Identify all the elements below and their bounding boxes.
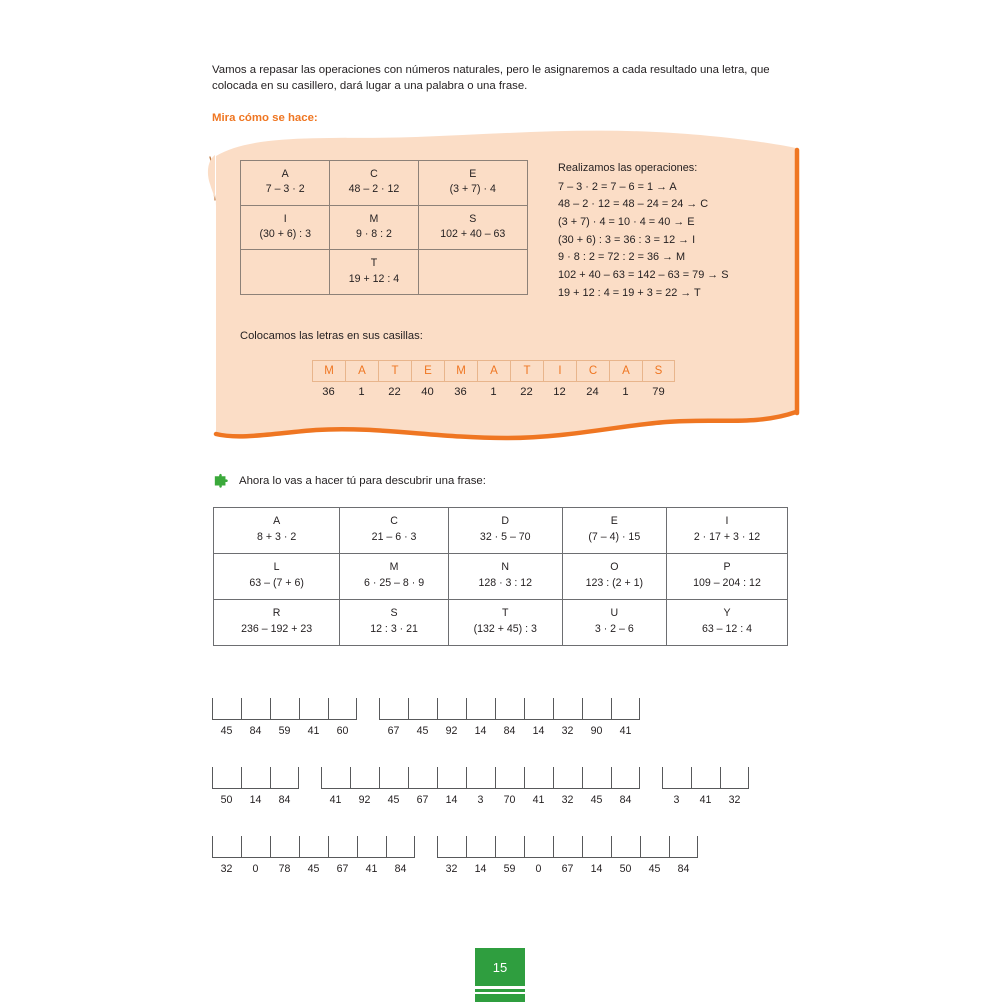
- answer-cell[interactable]: [611, 836, 640, 857]
- answer-number: 45: [307, 863, 320, 875]
- solved-number: 24: [586, 386, 599, 398]
- answer-number: 45: [416, 725, 429, 737]
- answer-number: 84: [249, 725, 262, 737]
- answer-number: 67: [387, 725, 400, 737]
- operation-line: 48 – 2 · 12 = 48 – 24 = 24 → C: [558, 198, 709, 211]
- answer-number: 41: [619, 725, 632, 737]
- answer-cell[interactable]: [437, 698, 466, 719]
- answer-number: 32: [561, 725, 574, 737]
- answer-word-group: [379, 698, 640, 737]
- answer-number: 3: [673, 794, 680, 806]
- answer-cell[interactable]: [640, 836, 669, 857]
- answer-grid[interactable]: [212, 698, 812, 905]
- table-cell: [448, 508, 562, 554]
- answer-cell[interactable]: [299, 836, 328, 857]
- answer-cell[interactable]: [357, 836, 386, 857]
- answer-cell[interactable]: [437, 767, 466, 788]
- table-cell: [214, 600, 340, 646]
- answer-number: 32: [561, 794, 574, 806]
- solved-numbers-row: [312, 386, 675, 398]
- panel-content: [196, 126, 810, 452]
- answer-number: 60: [336, 725, 349, 737]
- answer-numbers: [212, 794, 299, 806]
- table-row: [241, 205, 528, 250]
- exercise-prompt-row: [212, 472, 486, 489]
- cell-letter: O: [610, 561, 619, 574]
- answer-cell[interactable]: [553, 836, 582, 857]
- cell-expression: 236 – 192 + 23: [241, 623, 313, 635]
- table-row: [214, 600, 788, 646]
- solved-letter: E: [411, 361, 444, 381]
- answer-cell[interactable]: [270, 698, 299, 719]
- operation-line: (3 + 7) · 4 = 10 · 4 = 40 → E: [558, 215, 695, 228]
- solved-number: 22: [520, 386, 533, 398]
- table-cell: [330, 250, 418, 295]
- solved-number: 79: [652, 386, 665, 398]
- answer-number: 14: [249, 794, 262, 806]
- answer-word-group: [212, 698, 357, 737]
- cell-expression: 8 + 3 · 2: [257, 531, 297, 543]
- answer-cells: [212, 836, 415, 858]
- cell-letter: T: [502, 607, 509, 620]
- badge-stripe: [475, 989, 525, 992]
- answer-cell[interactable]: [720, 767, 749, 788]
- answer-cell[interactable]: [437, 836, 466, 857]
- table-cell: [666, 554, 787, 600]
- table-cell: [241, 161, 330, 206]
- answer-number: 41: [329, 794, 342, 806]
- answer-cell[interactable]: [350, 767, 379, 788]
- answer-word-group: [212, 767, 299, 806]
- cell-letter: I: [725, 515, 729, 528]
- answer-number: 14: [532, 725, 545, 737]
- table-cell: [562, 600, 666, 646]
- answer-numbers: [321, 794, 640, 806]
- solved-number: 22: [388, 386, 401, 398]
- answer-number: 45: [648, 863, 661, 875]
- operation-line: 7 – 3 · 2 = 7 – 6 = 1 → A: [558, 180, 677, 193]
- answer-cell[interactable]: [212, 767, 241, 788]
- table-cell: [418, 205, 527, 250]
- cell-letter: M: [389, 561, 399, 574]
- solved-number: 40: [421, 386, 434, 398]
- answer-number: 14: [445, 794, 458, 806]
- table-cell: [214, 554, 340, 600]
- answer-cell[interactable]: [582, 698, 611, 719]
- cell-letter: D: [501, 515, 510, 528]
- operation-line: 19 + 12 : 4 = 19 + 3 = 22 → T: [558, 286, 701, 299]
- answer-cell[interactable]: [553, 767, 582, 788]
- cell-expression: 2 · 17 + 3 · 12: [693, 531, 761, 543]
- answer-number: 3: [477, 794, 484, 806]
- cell-letter: R: [272, 607, 281, 620]
- answer-cell[interactable]: [270, 767, 299, 788]
- table-cell-empty: [241, 250, 330, 295]
- answer-cell[interactable]: [241, 767, 270, 788]
- cell-expression: 21 – 6 · 3: [371, 531, 417, 543]
- answer-cell[interactable]: [408, 767, 437, 788]
- answer-cell[interactable]: [241, 698, 270, 719]
- solved-letter: T: [510, 361, 543, 381]
- answer-cell[interactable]: [669, 836, 698, 857]
- cell-letter: A: [281, 168, 289, 180]
- answer-number: 70: [503, 794, 516, 806]
- operation-line: (30 + 6) : 3 = 36 : 3 = 12 → I: [558, 233, 696, 246]
- answer-number: 50: [220, 794, 233, 806]
- table-cell: [330, 205, 418, 250]
- answer-cell[interactable]: [241, 836, 270, 857]
- answer-cell[interactable]: [611, 767, 640, 788]
- example-panel: [196, 126, 810, 452]
- cell-letter: M: [369, 212, 379, 225]
- answer-word-group: [212, 836, 415, 875]
- example-reference-table: [240, 160, 528, 295]
- badge-tail: [475, 994, 525, 1002]
- cell-expression: (30 + 6) : 3: [259, 228, 311, 241]
- answer-number: 14: [474, 863, 487, 875]
- solved-letter: A: [609, 361, 642, 381]
- answer-cell[interactable]: [212, 836, 241, 857]
- answer-word-group: [662, 767, 749, 806]
- answer-number: 45: [220, 725, 233, 737]
- mira-como-se-hace-heading: Mira cómo se hace:: [212, 112, 318, 124]
- cell-letter: I: [283, 212, 287, 225]
- cell-expression: 123 : (2 + 1): [585, 577, 644, 589]
- operation-line: 102 + 40 – 63 = 142 – 63 = 79 → S: [558, 268, 729, 281]
- answer-row: [212, 767, 812, 806]
- answer-cell[interactable]: [553, 698, 582, 719]
- answer-number: 84: [278, 794, 291, 806]
- cell-letter: P: [723, 561, 731, 574]
- answer-cell[interactable]: [379, 767, 408, 788]
- answer-number: 67: [336, 863, 349, 875]
- table-cell: [330, 161, 418, 206]
- solved-letter: M: [312, 361, 345, 381]
- answer-numbers: [212, 725, 357, 737]
- cell-letter: E: [469, 168, 477, 180]
- solved-number: 36: [454, 386, 467, 398]
- answer-word-group: [321, 767, 640, 806]
- answer-cell[interactable]: [524, 698, 553, 719]
- answer-cell[interactable]: [386, 836, 415, 857]
- answer-number: 59: [503, 863, 516, 875]
- answer-number: 32: [445, 863, 458, 875]
- answer-cell[interactable]: [466, 767, 495, 788]
- cell-expression: 19 + 12 : 4: [348, 272, 400, 285]
- solved-number: 1: [358, 386, 365, 398]
- cell-expression: 102 + 40 – 63: [440, 228, 506, 241]
- answer-numbers: [662, 794, 749, 806]
- table-cell: [448, 600, 562, 646]
- page-number-badge: [475, 948, 525, 1000]
- cell-letter: E: [610, 515, 618, 528]
- table-row: [214, 554, 788, 600]
- answer-cell[interactable]: [328, 698, 357, 719]
- answer-number: 0: [252, 863, 259, 875]
- table-cell: [562, 554, 666, 600]
- answer-row: [212, 836, 812, 875]
- cell-expression: 109 – 204 : 12: [693, 577, 761, 589]
- puzzle-piece-icon: [212, 472, 229, 489]
- answer-cell[interactable]: [379, 698, 408, 719]
- answer-cell[interactable]: [212, 698, 241, 719]
- answer-number: 59: [278, 725, 291, 737]
- answer-cell[interactable]: [524, 836, 553, 857]
- intro-paragraph: Vamos a repasar las operaciones con números naturales, pero le asignaremos a cada resultado una letra, que colocada en su casillero, dará lugar a una palabra o una frase.: [212, 64, 770, 93]
- cell-expression: 32 · 5 – 70: [479, 531, 531, 543]
- table-cell: [340, 508, 449, 554]
- table-cell: [418, 161, 527, 206]
- answer-number: 14: [590, 863, 603, 875]
- answer-cell[interactable]: [582, 836, 611, 857]
- answer-number: 92: [358, 794, 371, 806]
- solved-number: 1: [490, 386, 497, 398]
- solved-letter: C: [576, 361, 609, 381]
- cell-letter: A: [273, 515, 281, 528]
- cell-letter: Y: [723, 607, 731, 620]
- solved-number: 12: [553, 386, 566, 398]
- answer-cell[interactable]: [328, 836, 357, 857]
- answer-cell[interactable]: [662, 767, 691, 788]
- cell-expression: 63 – 12 : 4: [701, 623, 753, 635]
- answer-number: 67: [416, 794, 429, 806]
- cell-letter: T: [370, 257, 378, 270]
- solved-number: 1: [622, 386, 629, 398]
- cell-expression: 12 : 3 · 21: [370, 623, 418, 635]
- answer-cell[interactable]: [582, 767, 611, 788]
- answer-number: 41: [365, 863, 378, 875]
- answer-cells: [212, 698, 357, 720]
- cell-letter: S: [469, 212, 477, 225]
- cell-expression: 48 – 2 · 12: [348, 183, 400, 196]
- answer-cell[interactable]: [611, 698, 640, 719]
- answer-cell[interactable]: [495, 836, 524, 857]
- answer-cells: [212, 767, 299, 789]
- solved-letter: M: [444, 361, 477, 381]
- solved-letter: T: [378, 361, 411, 381]
- answer-number: 45: [387, 794, 400, 806]
- answer-cell[interactable]: [321, 767, 350, 788]
- answer-cell[interactable]: [466, 836, 495, 857]
- answer-cell[interactable]: [691, 767, 720, 788]
- answer-number: 84: [503, 725, 516, 737]
- cell-letter: C: [390, 515, 398, 528]
- cell-expression: 128 · 3 : 12: [478, 577, 533, 589]
- solved-letter: A: [477, 361, 510, 381]
- answer-cell[interactable]: [299, 698, 328, 719]
- cell-expression: 63 – (7 + 6): [249, 577, 304, 589]
- answer-cells: [437, 836, 698, 858]
- answer-cell[interactable]: [270, 836, 299, 857]
- answer-cell[interactable]: [495, 767, 524, 788]
- table-cell: [666, 508, 787, 554]
- table-row: [241, 250, 528, 295]
- answer-number: 84: [394, 863, 407, 875]
- answer-number: 14: [474, 725, 487, 737]
- answer-cells: [379, 698, 640, 720]
- answer-number: 84: [677, 863, 690, 875]
- solved-letters-row: [312, 360, 675, 382]
- answer-number: 0: [535, 863, 542, 875]
- cell-letter: U: [610, 607, 619, 620]
- solved-word-strip: [312, 360, 675, 398]
- table-cell: [340, 554, 449, 600]
- answer-number: 67: [561, 863, 574, 875]
- solved-letter: A: [345, 361, 378, 381]
- cell-letter: S: [390, 607, 398, 620]
- table-row: [214, 508, 788, 554]
- answer-cell[interactable]: [495, 698, 524, 719]
- exercise-prompt-text: Ahora lo vas a hacer tú para descubrir una frase:: [239, 474, 486, 487]
- answer-number: 41: [307, 725, 320, 737]
- answer-number: 41: [699, 794, 712, 806]
- answer-word-group: [437, 836, 698, 875]
- operation-line: 9 · 8 : 2 = 72 : 2 = 36 → M: [558, 251, 686, 264]
- cell-expression: 7 – 3 · 2: [265, 183, 305, 196]
- table-cell-empty: [418, 250, 527, 295]
- answer-number: 84: [619, 794, 632, 806]
- cell-letter: C: [370, 168, 378, 180]
- answer-number: 50: [619, 863, 632, 875]
- answer-cell[interactable]: [466, 698, 495, 719]
- cell-expression: (7 – 4) · 15: [588, 531, 641, 543]
- answer-number: 45: [590, 794, 603, 806]
- answer-cells: [321, 767, 640, 789]
- table-cell: [666, 600, 787, 646]
- answer-number: 32: [728, 794, 741, 806]
- answer-number: 78: [278, 863, 291, 875]
- exercise-reference-table: [213, 507, 788, 646]
- table-cell: [562, 508, 666, 554]
- colocamos-label: Colocamos las letras en sus casillas:: [240, 330, 423, 342]
- table-cell: [340, 600, 449, 646]
- answer-row: [212, 698, 812, 737]
- table-cell: [448, 554, 562, 600]
- cell-expression: 9 · 8 : 2: [356, 228, 392, 241]
- answer-number: 92: [445, 725, 458, 737]
- solved-number: 36: [322, 386, 335, 398]
- cell-expression: (132 + 45) : 3: [473, 623, 537, 635]
- answer-number: 41: [532, 794, 545, 806]
- solved-letter: S: [642, 361, 675, 381]
- table-cell: [214, 508, 340, 554]
- page-number: 15: [475, 948, 525, 986]
- cell-letter: L: [273, 561, 280, 574]
- cell-expression: (3 + 7) · 4: [449, 183, 496, 196]
- solved-letter: I: [543, 361, 576, 381]
- answer-cell[interactable]: [408, 698, 437, 719]
- answer-numbers: [379, 725, 640, 737]
- table-row: [241, 161, 528, 206]
- table-cell: [241, 205, 330, 250]
- answer-numbers: [437, 863, 698, 875]
- cell-expression: 6 · 25 – 8 · 9: [364, 577, 425, 589]
- answer-numbers: [212, 863, 415, 875]
- answer-cell[interactable]: [524, 767, 553, 788]
- answer-number: 90: [590, 725, 603, 737]
- answer-cells: [662, 767, 749, 789]
- answer-number: 32: [220, 863, 233, 875]
- cell-letter: N: [501, 561, 510, 574]
- operations-title: Realizamos las operaciones:: [558, 162, 698, 174]
- operations-list: [558, 160, 788, 302]
- cell-expression: 3 · 2 – 6: [594, 623, 634, 635]
